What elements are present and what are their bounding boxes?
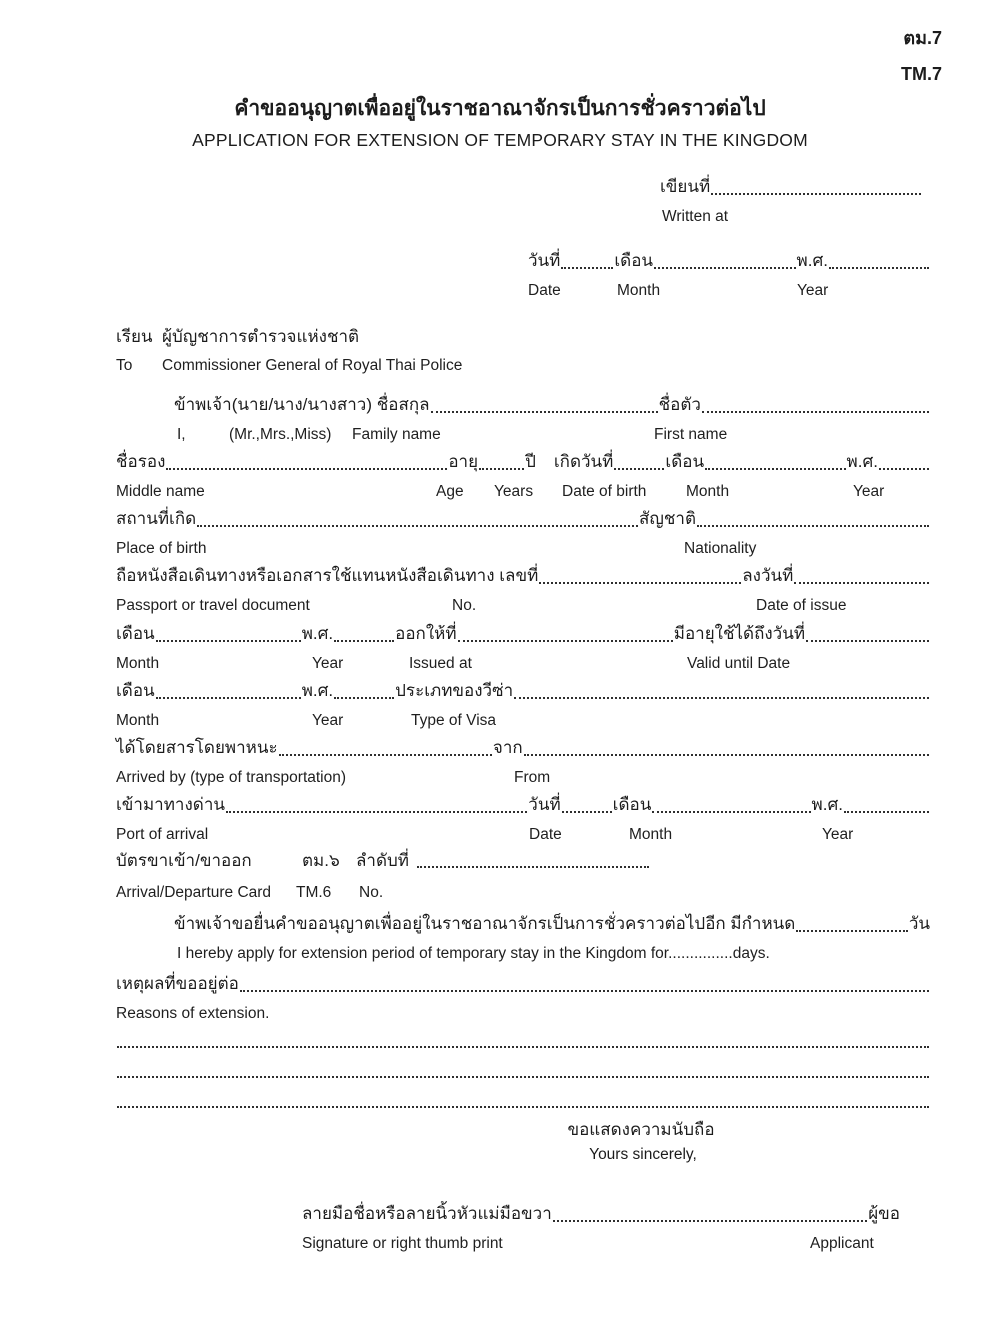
valid-until-label-thai: มีอายุใช้ได้ถึงวันที่ [673,624,806,643]
tm6-label-thai: ตม.๖ [302,851,340,870]
salutation-to-eng: To [116,357,133,374]
form-code-thai: ตม.7 [903,28,942,48]
visa-year-blank [334,697,394,699]
age-label-thai: อายุ [448,452,479,471]
place-of-birth-blank [197,525,638,527]
card-label-eng: Arrival/Departure Card [116,884,272,901]
salutation-name-thai: ผู้บัญชาการตำรวจแห่งชาติ [162,327,360,346]
form-code-eng: TM.7 [900,64,942,84]
field-port-of-arrival-row [116,794,930,844]
field-name-row [116,394,930,444]
birth-year-label-eng: Year [853,483,885,501]
issue-month-label-thai: เดือน [116,624,155,643]
arrival-month-label-thai: เดือน [612,795,652,814]
birth-month-label-thai: เดือน [665,452,705,471]
tm6-label-eng: TM.6 [296,884,332,901]
field-issued-row [116,623,930,673]
issue-year-label-eng: Year [312,655,344,673]
issue-date-blank [794,582,929,584]
date-day-blank [561,267,613,269]
visa-year-label-eng: Year [312,712,344,730]
visa-type-label-thai: ประเภทของวีซ่า [395,681,514,700]
issue-month-label-eng: Month [116,655,160,673]
dotted-rule [117,1106,929,1108]
years-label-eng: Years [494,483,534,501]
field-passport-row [116,565,930,615]
age-blank [479,468,524,470]
passport-label-eng: Passport or travel document [116,597,310,615]
arrival-day-blank [562,811,612,813]
apply-label-eng: I hereby apply for extension period of temporary stay in the Kingdom for...............days. [177,945,770,963]
reason-extra-line-1 [116,1046,930,1051]
card-no-blank [417,866,649,868]
field-arrival-card-row [116,851,930,902]
arrived-by-label-eng: Arrived by (type of transportation) [116,769,347,787]
reason-blank [240,990,929,992]
issue-date-label-thai: ลงวันที่ [742,566,794,585]
arrival-year-label-thai: พ.ศ. [811,795,843,814]
arrival-month-blank [652,811,810,813]
issued-at-blank [458,640,673,642]
written-at-label-eng: Written at [662,208,729,226]
written-at-label-thai: เขียนที่ [660,177,711,196]
first-name-label-eng: First name [654,426,728,444]
arrived-by-blank [279,754,492,756]
form-code [901,20,942,92]
date-day-label-thai: วันที่ [528,251,561,270]
birth-date-label-thai: เกิดวันที่ [553,452,614,471]
birth-month-blank [705,468,845,470]
field-apply-row [116,913,930,963]
middle-name-blank [166,468,447,470]
closing-thai: ขอแสดงความนับถือ [567,1120,715,1139]
date-year-label-eng: Year [797,282,829,300]
date-month-label-eng: Month [617,282,661,300]
date-year-label-thai: พ.ศ. [796,251,828,270]
field-reason-row [116,973,930,1023]
applicant-label-eng: Applicant [810,1235,874,1253]
passport-no-blank [539,582,741,584]
visa-month-label-eng: Month [116,712,160,730]
applicant-label-thai: ผู้ขอ [868,1204,900,1223]
family-name-label-thai: ข้าพเจ้า(นาย/นาง/นางสาว) ชื่อสกุล [174,395,430,414]
nationality-blank [697,525,929,527]
signature-label-thai: ลายมือชื่อหรือลายนิ้วหัวแม่มือขวา [302,1204,552,1223]
mr-mrs-miss-label-eng: (Mr.,Mrs.,Miss) [229,426,332,444]
birth-year-label-thai: พ.ศ. [846,452,878,471]
date-month-label-thai: เดือน [614,251,654,270]
field-arrived-by-row [116,737,930,787]
arrival-year-blank [844,811,929,813]
dotted-rule [117,1046,929,1048]
closing-eng: Yours sincerely, [589,1146,697,1163]
date-month-blank [654,267,795,269]
i-label-eng: I, [177,426,186,444]
nationality-label-eng: Nationality [684,540,757,558]
valid-until-blank [806,640,929,642]
signature-label-eng: Signature or right thumb print [302,1235,503,1253]
visa-type-blank [514,697,929,699]
apply-label-thai: ข้าพเจ้าขอยื่นคำขออนุญาตเพื่ออยู่ในราชอาณาจักรเป็นการชั่วคราวต่อไปอีก มีกำหนด [174,914,796,933]
card-label-thai: บัตรขาเข้า/ขาออก [116,851,252,870]
field-middle-name-row [116,451,930,501]
arrival-day-label-eng: Date [529,826,562,844]
arrival-year-label-eng: Year [822,826,854,844]
signature-block [302,1203,900,1253]
visa-year-label-thai: พ.ศ. [301,681,334,700]
type-of-visa-label-eng: Type of Visa [411,712,497,730]
first-name-blank [702,411,929,413]
visa-month-label-thai: เดือน [116,681,155,700]
port-blank [226,811,527,813]
dotted-rule [117,1076,929,1078]
age-label-eng: Age [436,483,464,501]
birth-month-label-eng: Month [686,483,730,501]
signature-blank [553,1220,867,1222]
arrival-month-label-eng: Month [629,826,673,844]
place-of-birth-label-eng: Place of birth [116,540,207,558]
passport-no-label-eng: No. [452,597,477,615]
card-no-label-eng: No. [359,884,384,901]
from-label-eng: From [514,769,551,787]
date-day-label-eng: Date [528,282,561,300]
visa-month-blank [156,697,301,699]
form-title-eng: APPLICATION FOR EXTENSION OF TEMPORARY STAY IN THE KINGDOM [192,130,808,150]
reason-extra-line-3 [116,1106,930,1111]
salutation-block [116,327,930,375]
nationality-label-thai: สัญชาติ [639,509,696,528]
birth-year-blank [879,468,929,470]
first-name-label-thai: ชื่อตัว [658,395,701,414]
years-label-thai: ปี [525,452,536,471]
birth-date-blank [614,468,664,470]
issue-year-blank [334,640,394,642]
field-visa-row [116,680,930,730]
card-no-label-thai: ลำดับที่ [356,851,410,870]
form-title-thai: คำขออนุญาตเพื่ออยู่ในราชอาณาจักรเป็นการชั่วคราวต่อไป [234,97,766,120]
field-place-of-birth-row [116,508,930,558]
date-of-issue-label-eng: Date of issue [756,597,847,615]
date-of-birth-label-eng: Date of birth [562,483,647,501]
port-of-arrival-label-eng: Port of arrival [116,826,209,844]
middle-name-label-thai: ชื่อรอง [116,452,166,471]
issued-at-label-thai: ออกให้ที่ [395,624,457,643]
reason-extra-line-2 [116,1076,930,1081]
header-date-block [528,250,930,300]
port-label-thai: เข้ามาทางด่าน [116,795,225,814]
passport-no-label-thai: ถือหนังสือเดินทางหรือเอกสารใช้แทนหนังสือเดินทาง เลขที่ [116,566,539,585]
issue-month-blank [156,640,301,642]
date-year-blank [829,267,929,269]
salutation-name-eng: Commissioner General of Royal Thai Police [162,357,463,374]
from-blank [524,754,929,756]
place-of-birth-label-thai: สถานที่เกิด [116,509,197,528]
middle-name-label-eng: Middle name [116,483,205,501]
arrival-day-label-thai: วันที่ [528,795,561,814]
written-at-block [660,176,922,226]
reason-label-eng: Reasons of extension. [116,1005,270,1023]
family-name-blank [431,411,658,413]
days-label-thai: วัน [908,914,930,933]
valid-until-label-eng: Valid until Date [687,655,791,673]
from-label-thai: จาก [492,738,523,757]
issue-year-label-thai: พ.ศ. [301,624,334,643]
salutation-to-thai: เรียน [116,327,153,346]
issued-at-label-eng: Issued at [409,655,472,673]
arrived-by-label-thai: ได้โดยสารโดยพาหนะ [116,738,278,757]
written-at-blank [711,193,921,195]
family-name-label-eng: Family name [352,426,441,444]
reason-label-thai: เหตุผลที่ขออยู่ต่อ [116,974,239,993]
apply-days-blank [796,930,907,932]
